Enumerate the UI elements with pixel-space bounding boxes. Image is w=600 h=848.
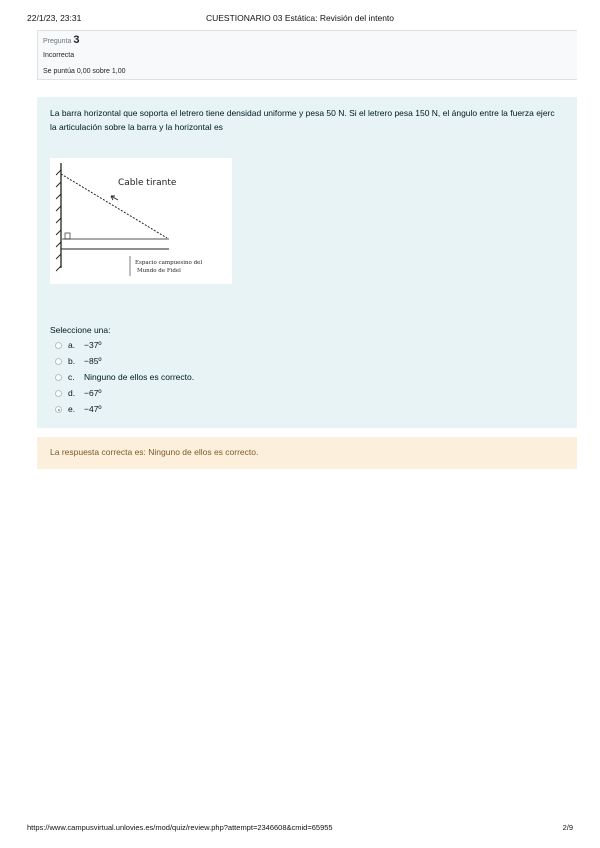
- question-info-box: [37, 30, 577, 80]
- print-footer: [27, 823, 573, 835]
- question-text-line-1: La barra horizontal que soporta el letrero tiene densidad uniforme y pesa 50 N. Si el letrero pesa 150 N, el ángulo entre la fuerza ejerc: [50, 108, 555, 118]
- question-grade: Se puntúa 0,00 sobre 1,00: [43, 68, 126, 75]
- option-letter: c.: [68, 372, 75, 382]
- option-text: −85º: [84, 356, 102, 366]
- question-diagram-image: [50, 158, 232, 284]
- question-text-line-2: la articulación sobre la barra y la horizontal es: [50, 122, 223, 132]
- radio-button-d[interactable]: [55, 390, 62, 397]
- figure-caption-line-1: Espacio campuesino del: [135, 260, 203, 266]
- answer-prompt: Seleccione una:: [50, 325, 111, 335]
- option-text: −37º: [84, 340, 102, 350]
- question-number-label: Pregunta: [43, 38, 72, 45]
- option-letter: a.: [68, 340, 76, 350]
- option-letter: b.: [68, 356, 76, 366]
- correct-answer-text: La respuesta correcta es: Ninguno de ellos es correcto.: [50, 447, 259, 457]
- hinge-bracket: [65, 233, 70, 239]
- question-formulation: [37, 97, 577, 428]
- feedback-box: [37, 437, 577, 469]
- radio-button-c[interactable]: [55, 374, 62, 381]
- question-number-value: 3: [73, 34, 80, 46]
- option-letter: d.: [68, 388, 76, 398]
- radio-button-b[interactable]: [55, 358, 62, 365]
- figure-caption-line-2: Mundo de Fidel: [137, 268, 181, 274]
- cable-label: Cable tirante: [118, 178, 177, 188]
- option-letter: e.: [68, 404, 76, 414]
- print-page-title: CUESTIONARIO 03 Estática: Revisión del intento: [205, 13, 395, 23]
- radio-button-e-selected[interactable]: [55, 406, 62, 413]
- print-datetime: 22/1/23, 23:31: [27, 13, 82, 23]
- wall-hatching: [56, 170, 61, 271]
- option-text: Ninguno de ellos es correcto.: [84, 372, 195, 382]
- option-text: −47º: [84, 404, 102, 414]
- print-page-number: 2/9: [562, 823, 573, 832]
- option-text: −67º: [84, 388, 102, 398]
- radio-button-a[interactable]: [55, 342, 62, 349]
- print-header: [27, 13, 573, 25]
- question-state: Incorrecta: [43, 52, 75, 59]
- question-number: [43, 34, 80, 46]
- question-text: [50, 106, 580, 134]
- print-url: https://www.campusvirtual.unlovies.es/mod/quiz/review.php?attempt=2346608&cmid=65955: [27, 823, 333, 832]
